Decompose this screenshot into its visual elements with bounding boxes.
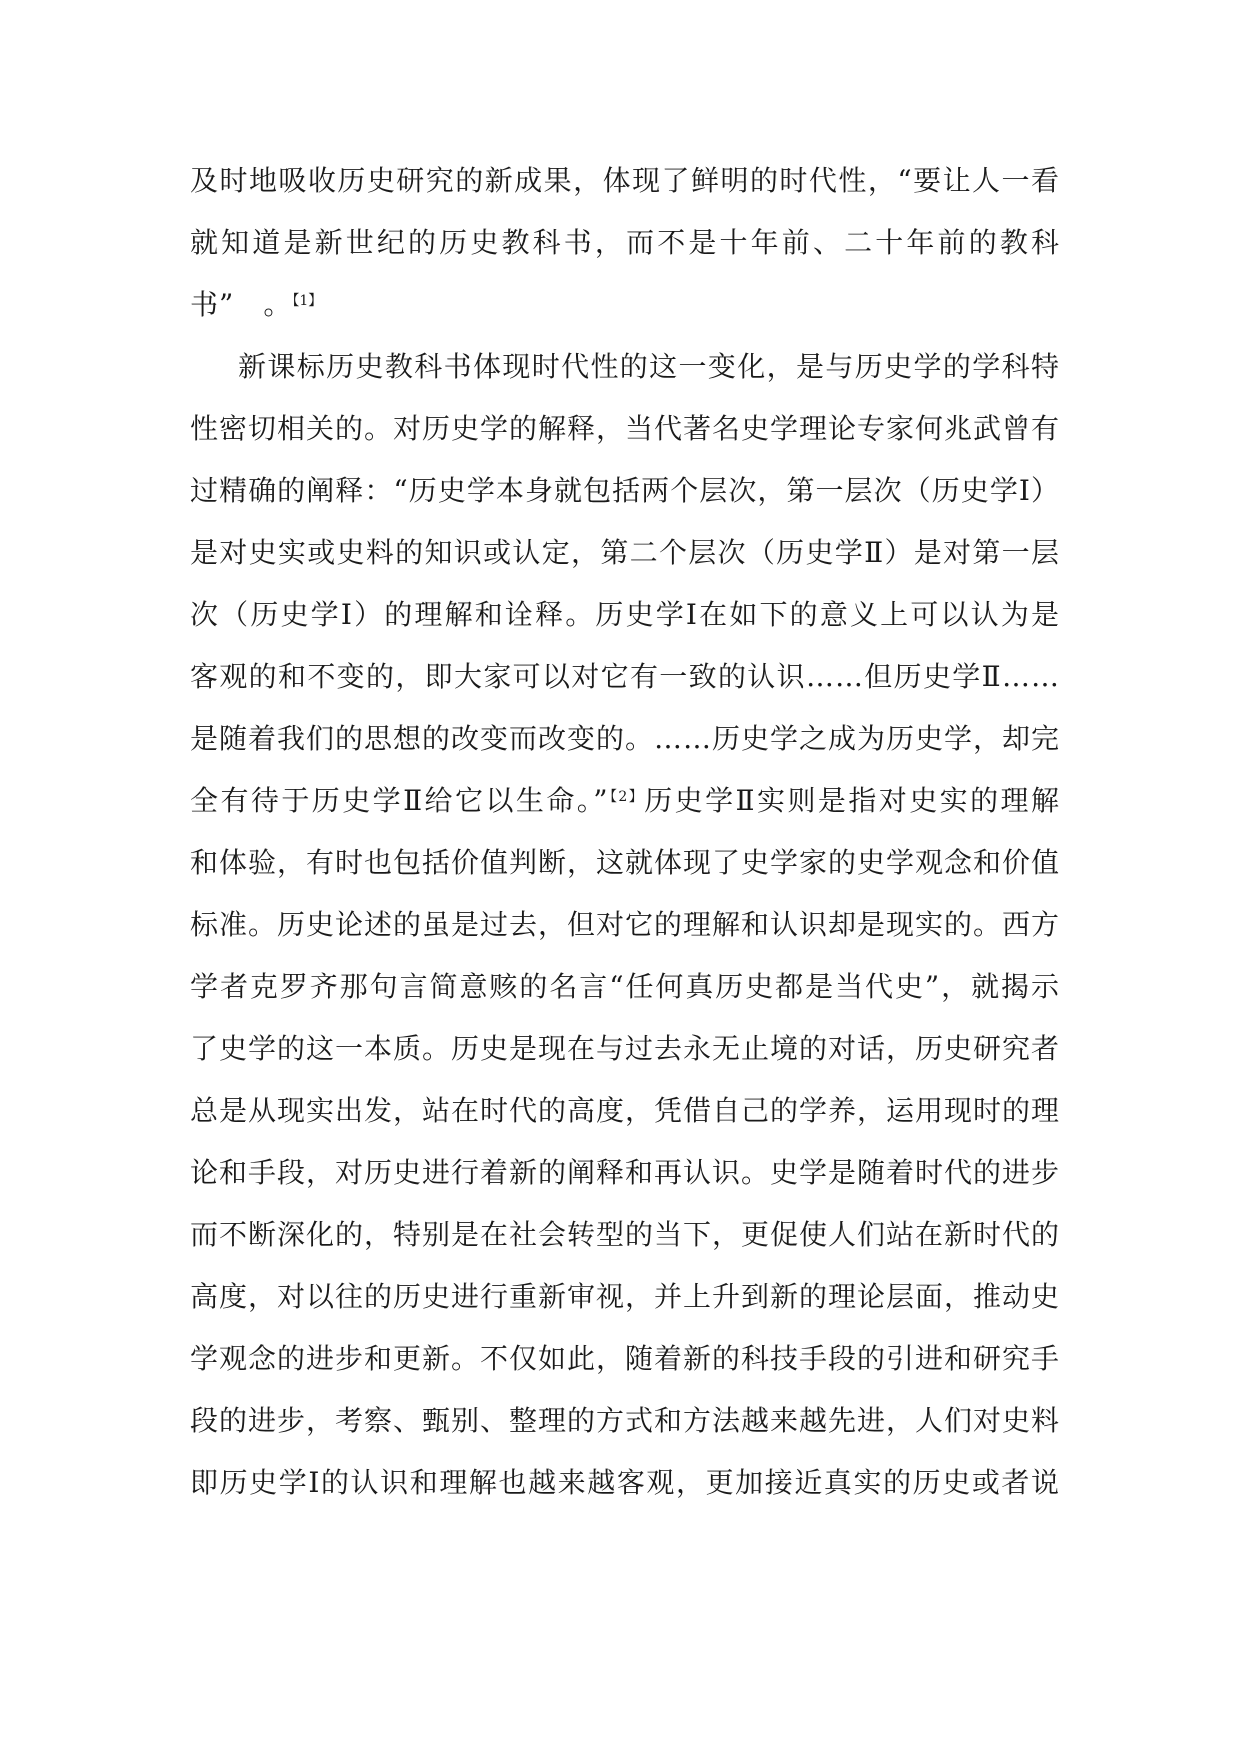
text-line: 段的进步，考察、甄别、整理的方式和方法越来越先进，人们对史料 xyxy=(190,1404,1061,1437)
footnote-marker: 【2】 xyxy=(608,789,645,805)
text-line: 新课标历史教科书体现时代性的这一变化，是与历史学的学科特 xyxy=(238,350,1060,383)
text-fragment: 书” 。 xyxy=(190,288,293,321)
text-line: 总是从现实出发，站在时代的高度，凭借自己的学养，运用现时的理 xyxy=(190,1094,1061,1127)
text-line: 是对史实或史料的知识或认定，第二个层次（历史学Ⅱ）是对第一层 xyxy=(190,536,1060,569)
text-line: 过精确的阐释：“历史学本身就包括两个层次，第一层次（历史学Ⅰ） xyxy=(190,474,1060,507)
text-line: 论和手段，对历史进行着新的阐释和再认识。史学是随着时代的进步 xyxy=(190,1156,1061,1189)
text-line: 就知道是新世纪的历史教科书，而不是十年前、二十年前的教科 xyxy=(190,226,1060,259)
text-line: 即历史学Ⅰ的认识和理解也越来越客观，更加接近真实的历史或者说 xyxy=(190,1466,1060,1499)
text-fragment: 全有待于历史学Ⅱ给它以生命。” xyxy=(190,784,609,817)
text-line xyxy=(190,274,1060,336)
text-fragment: 历史学Ⅱ实则是指对史实的理解 xyxy=(644,784,1060,817)
text-line: 高度，对以往的历史进行重新审视，并上升到新的理论层面，推动史 xyxy=(190,1280,1061,1313)
text-line: 而不断深化的，特别是在社会转型的当下，更促使人们站在新时代的 xyxy=(190,1218,1061,1251)
text-line: 是随着我们的思想的改变而改变的。……历史学之成为历史学，却完 xyxy=(190,722,1061,755)
text-line: 标准。历史论述的虽是过去，但对它的理解和认识却是现实的。西方 xyxy=(190,908,1061,941)
text-line xyxy=(190,770,1060,832)
body-text xyxy=(190,150,1060,1514)
text-line: 学观念的进步和更新。不仅如此，随着新的科技手段的引进和研究手 xyxy=(190,1342,1061,1375)
footnote-marker: 【1】 xyxy=(292,293,323,309)
text-line: 学者克罗齐那句言简意赅的名言“任何真历史都是当代史”，就揭示 xyxy=(190,970,1060,1003)
text-line: 性密切相关的。对历史学的解释，当代著名史学理论专家何兆武曾有 xyxy=(190,412,1061,445)
text-line: 客观的和不变的，即大家可以对它有一致的认识……但历史学Ⅱ…… xyxy=(190,660,1060,693)
text-line: 次（历史学Ⅰ）的理解和诠释。历史学Ⅰ在如下的意义上可以认为是 xyxy=(190,598,1060,631)
text-line: 了史学的这一本质。历史是现在与过去永无止境的对话，历史研究者 xyxy=(190,1032,1061,1065)
text-line: 及时地吸收历史研究的新成果，体现了鲜明的时代性，“要让人一看 xyxy=(190,164,1060,197)
text-line: 和体验，有时也包括价值判断，这就体现了史学家的史学观念和价值 xyxy=(190,846,1061,879)
